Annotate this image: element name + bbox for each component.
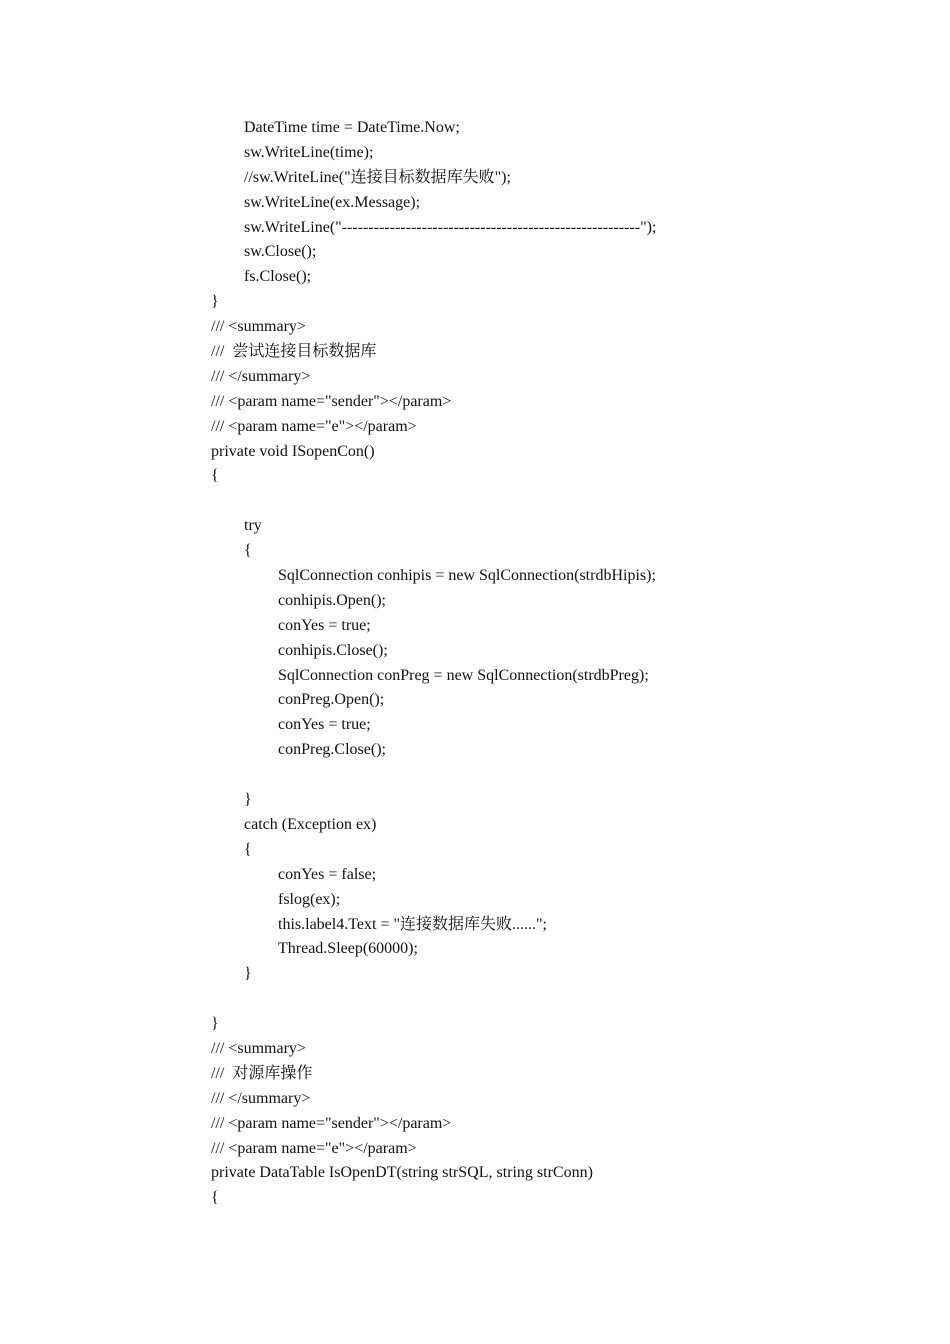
code-line: sw.WriteLine(ex.Message); [244, 193, 421, 211]
code-line: conYes = true; [278, 616, 371, 634]
code-line: } [211, 293, 219, 311]
code-line: catch (Exception ex) [244, 815, 377, 833]
code-line: /// <summary> [211, 1039, 306, 1057]
code-line: /// <param name="e"></param> [211, 417, 417, 435]
code-line: conPreg.Open(); [278, 691, 385, 709]
code-line: DateTime time = DateTime.Now; [244, 119, 460, 136]
code-line: /// </summary> [211, 1089, 311, 1107]
code-line: this.label4.Text = "连接数据库失败......"; [278, 915, 547, 933]
code-line: } [211, 1015, 219, 1033]
blank-line [211, 763, 656, 788]
code-line: /// 尝试连接目标数据库 [211, 343, 377, 361]
code-line: //sw.WriteLine("连接目标数据库失败"); [244, 168, 511, 186]
blank-line [211, 987, 656, 1012]
code-listing [211, 116, 656, 1211]
code-line: fs.Close(); [244, 268, 312, 286]
code-line: Thread.Sleep(60000); [278, 940, 418, 958]
code-line: sw.WriteLine(time); [244, 143, 374, 161]
code-line: conhipis.Close(); [278, 641, 388, 659]
code-line: sw.Close(); [244, 243, 317, 261]
code-line: sw.WriteLine("--------------------------------------------------------"); [244, 218, 657, 236]
code-line: conhipis.Open(); [278, 591, 386, 609]
code-line: fslog(ex); [278, 890, 341, 908]
code-line: { [244, 840, 252, 858]
code-line: { [211, 467, 219, 485]
code-line: private DataTable IsOpenDT(string strSQL, string strConn) [211, 1164, 593, 1182]
code-line: } [244, 791, 252, 809]
code-line: SqlConnection conPreg = new SqlConnection(strdbPreg); [278, 666, 649, 684]
code-line: /// <param name="sender"></param> [211, 392, 452, 410]
code-line: } [244, 965, 252, 983]
code-line: private void ISopenCon() [211, 442, 375, 460]
code-line: /// <param name="sender"></param> [211, 1114, 452, 1132]
code-line: conPreg.Close(); [278, 741, 386, 759]
code-line: { [211, 1189, 219, 1207]
code-line: { [244, 542, 252, 560]
blank-line [211, 489, 656, 514]
code-line: /// <summary> [211, 318, 306, 336]
code-line: conYes = true; [278, 716, 371, 734]
code-line: /// 对源库操作 [211, 1064, 313, 1082]
code-line: /// <param name="e"></param> [211, 1139, 417, 1157]
code-line: try [244, 517, 262, 535]
code-line: conYes = false; [278, 865, 377, 883]
code-line: /// </summary> [211, 367, 311, 385]
code-line: SqlConnection conhipis = new SqlConnection(strdbHipis); [278, 567, 656, 585]
